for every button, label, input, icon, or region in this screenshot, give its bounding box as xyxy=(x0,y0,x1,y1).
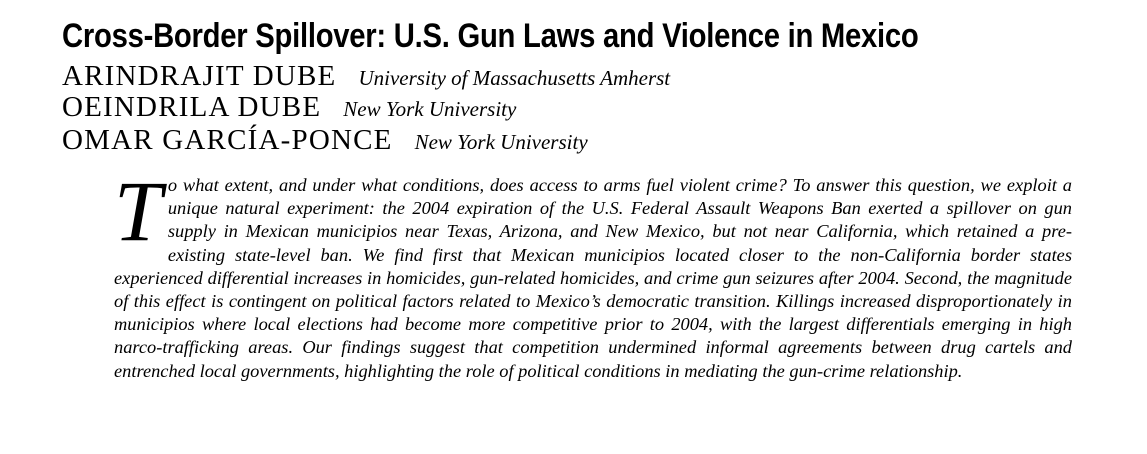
author-affiliation: New York University xyxy=(343,97,517,121)
author-line xyxy=(62,124,588,161)
paper-title: Cross-Border Spillover: U.S. Gun Laws and Violence in Mexico xyxy=(62,17,919,55)
abstract xyxy=(114,163,1072,383)
abstract-text: o what extent, and under what conditions, does access to arms fuel violent crime? To answer this question, we exploit a unique natural experiment: the 2004 expiration of the U.S. Federal Assault Weapons Ban exerted a spillover on gun supply in Mexican municipios near Texas, Arizona, and New Mexico, but not near California, which retained a pre-existing state-level ban. We find first that Mexican municipios located closer to the non-California border states experienced differential increases in homicides, gun-related homicides, and crime gun seizures after 2004. Second, the magnitude of this effect is contingent on political factors related to Mexico’s democratic transition. Killings increased disproportionately in municipios where local elections had become more competitive prior to 2004, with the largest differentials emerging in high narco-trafficking areas. Our findings suggest that competition undermined informal agreements between drug cartels and entrenched local governments, highlighting the role of political conditions in mediating the gun-crime relationship. xyxy=(114,175,1072,381)
author-name: ARINDRAJIT DUBE xyxy=(62,60,337,92)
author-affiliation: University of Massachusetts Amherst xyxy=(358,66,671,90)
author-line xyxy=(62,91,516,128)
abstract-drop-cap: T xyxy=(114,163,162,259)
author-name: OEINDRILA DUBE xyxy=(62,91,322,123)
author-name: OMAR GARCÍA-PONCE xyxy=(62,124,393,156)
author-affiliation: New York University xyxy=(414,130,588,154)
